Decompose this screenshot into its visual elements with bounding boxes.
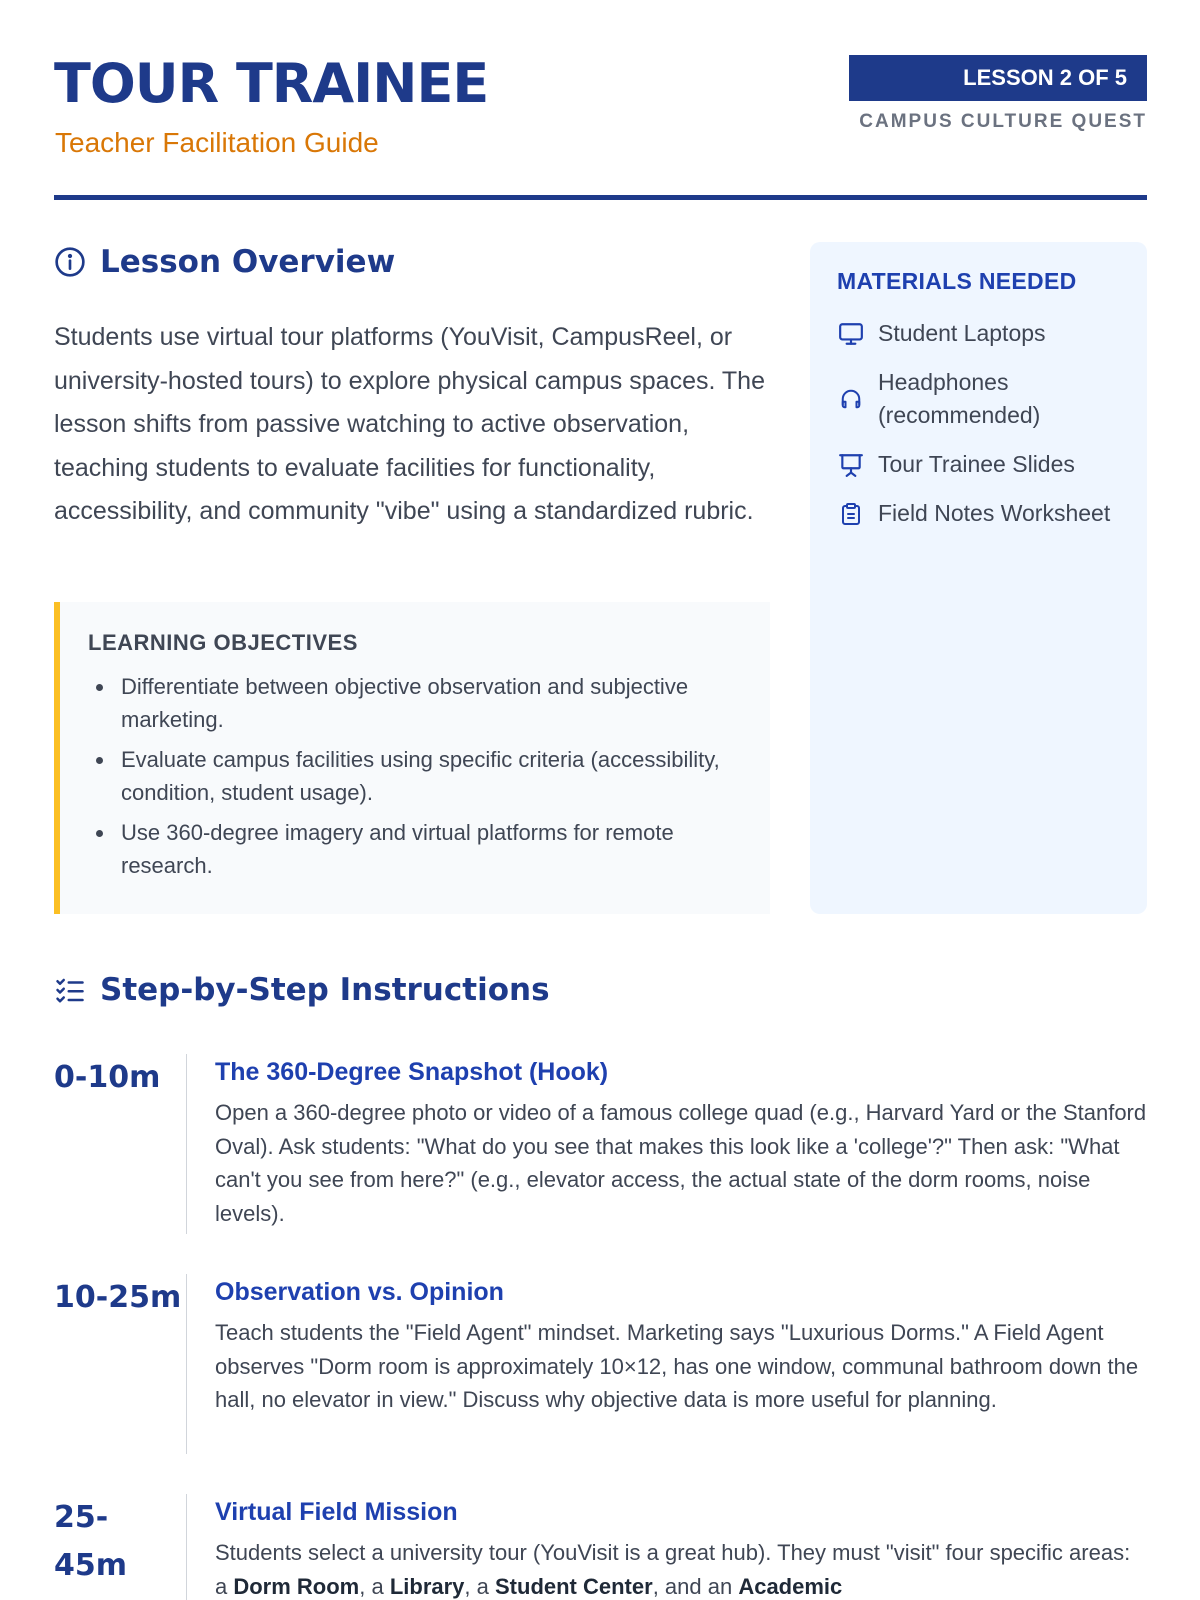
- steps-heading: [54, 972, 550, 1008]
- separator: , and an: [652, 1573, 739, 1599]
- material-label: Student Laptops: [878, 320, 1046, 346]
- material-item: [837, 448, 1121, 481]
- step-item: [54, 1494, 1147, 1600]
- headphones-icon: [837, 385, 865, 413]
- area-library: Library: [389, 1573, 465, 1599]
- clipboard-icon: [837, 500, 865, 528]
- step-body: [186, 1494, 1147, 1600]
- step-time: 25-45m: [54, 1500, 128, 1583]
- material-item: [837, 317, 1121, 350]
- material-label: Field Notes Worksheet: [878, 500, 1111, 526]
- monitor-icon: [837, 320, 865, 348]
- objectives-title: LEARNING OBJECTIVES: [88, 630, 358, 655]
- objective-item: Use 360-degree imagery and virtual platforms for remote research.: [88, 816, 740, 882]
- area-academic: Academic: [738, 1573, 843, 1599]
- step-body: [186, 1274, 1147, 1454]
- material-label: Tour Trainee Slides: [878, 451, 1075, 477]
- course-name: CAMPUS CULTURE QUEST: [859, 111, 1147, 132]
- area-student-center: Student Center: [495, 1573, 653, 1599]
- material-item: [837, 366, 1121, 432]
- materials-panel: [810, 242, 1147, 914]
- checklist-icon: [54, 974, 86, 1006]
- area-dorm-room: Dorm Room: [233, 1573, 360, 1599]
- overview-heading: [54, 244, 395, 280]
- step-title: Observation vs. Opinion: [215, 1278, 504, 1306]
- step-time: 0-10m: [54, 1060, 161, 1095]
- step-description: [215, 1536, 1147, 1600]
- page-title: TOUR TRAINEE: [54, 52, 489, 115]
- step-description: Teach students the "Field Agent" mindset. Marketing says "Luxurious Dorms." A Field Agent observes "Dorm room is approximately 10×12, has one window, communal bathroom down the hall, no elevator in view." Discuss why objective data is more useful for planning.: [215, 1320, 1139, 1412]
- separator: , a: [359, 1573, 390, 1599]
- objective-item: Differentiate between objective observation and subjective marketing.: [88, 670, 740, 736]
- overview-text: Students use virtual tour platforms (YouVisit, CampusReel, or university-hosted tours) to explore physical campus spaces. The lesson shifts from passive watching to active observation, teaching students to evaluate facilities for functionality, accessibility, and community "vibe" using a standardized rubric.: [54, 323, 765, 525]
- presentation-icon: [837, 451, 865, 479]
- step-description-intro: Students select a university tour (YouVisit is a great hub). They must "visit" four specific areas: a: [215, 1540, 1131, 1599]
- objectives-list: [88, 670, 740, 882]
- learning-objectives: [54, 602, 770, 914]
- step-body: [186, 1054, 1147, 1234]
- lesson-badge: LESSON 2 OF 5: [849, 55, 1147, 101]
- overview-heading-text: Lesson Overview: [100, 244, 396, 280]
- step-item: [54, 1274, 1147, 1454]
- separator: , a: [464, 1573, 495, 1599]
- material-item: [837, 497, 1121, 530]
- steps-heading-text: Step-by-Step Instructions: [100, 972, 550, 1008]
- step-time: 10-25m: [54, 1280, 182, 1315]
- step-item: [54, 1054, 1147, 1234]
- page-header: [54, 52, 1147, 200]
- material-label: Headphones (recommended): [878, 369, 1041, 428]
- info-circle-icon: [54, 246, 86, 278]
- step-title: The 360-Degree Snapshot (Hook): [215, 1058, 609, 1086]
- page-subtitle: Teacher Facilitation Guide: [55, 127, 379, 158]
- step-description: Open a 360-degree photo or video of a famous college quad (e.g., Harvard Yard or the Stanford Oval). Ask students: "What do you see that makes this look like a 'college'?" Then ask: "What can't you see from here?" (e.g., elevator access, the actual state of the dorm rooms, noise levels).: [215, 1100, 1147, 1226]
- materials-title: MATERIALS NEEDED: [837, 268, 1077, 294]
- step-title: Virtual Field Mission: [215, 1498, 458, 1526]
- objective-item: Evaluate campus facilities using specific criteria (accessibility, condition, student usage).: [88, 743, 740, 809]
